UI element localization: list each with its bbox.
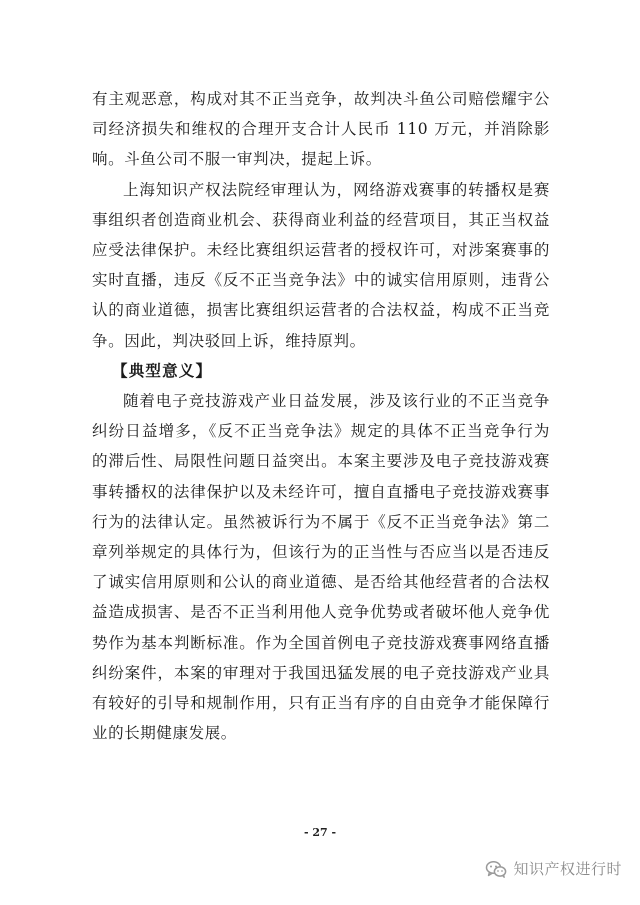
watermark [485,858,622,879]
document-body [92,84,550,748]
paragraph-court-ruling: 上海知识产权法院经审理认为，网络游戏赛事的转播权是赛事组织者创造商业机会、获得商业利益的经营项目，其正当权益应受法律保护。未经比赛组织运营者的授权许可，对涉案赛事的实时直播，违反《反不正当竞争法》中的诚实信用原则，违背公认的商业道德，损害比赛组织运营者的合法权益，构成不正当竞争。因此，判决驳回上诉，维持原判。 [92,180,550,350]
wechat-icon [485,860,507,878]
watermark-text: 知识产权进行时 [513,860,622,878]
paragraph-significance: 随着电子竞技游戏产业日益发展，涉及该行业的不正当竞争纠纷日益增多，《反不正当竞争法》规定的具体不正当竞争行为的滞后性、局限性问题日益突出。本案主要涉及电子竞技游戏赛事转播权的法律保护以及未经许可，擅自直播电子竞技游戏赛事行为的法律认定。虽然被诉行为不属于《反不正当竞争法》第二章列举规定的具体行为，但该行为的正当性与否应当以是否违反了诚实信用原则和公认的商业道德、是否给其他经营者的合法权益造成损害、是否不正当利用他人竞争优势或者破坏他人竞争优势作为基本判断标准。作为全国首例电子竞技游戏赛事网络直播纠纷案件，本案的审理对于我国迅猛发展的电子竞技游戏产业具有较好的引导和规制作用，只有正当有序的自由竞争才能保障行业的长期健康发展。 [92,392,550,743]
section-heading: 【典型意义】 [112,360,213,380]
paragraph-continuation: 有主观恶意，构成对其不正当竞争，故判决斗鱼公司赔偿耀宇公司经济损失和维权的合理开支合计人民币 110 万元，并消除影响。斗鱼公司不服一审判决，提起上诉。 [92,90,550,169]
page-number: - 27 - [303,826,337,839]
